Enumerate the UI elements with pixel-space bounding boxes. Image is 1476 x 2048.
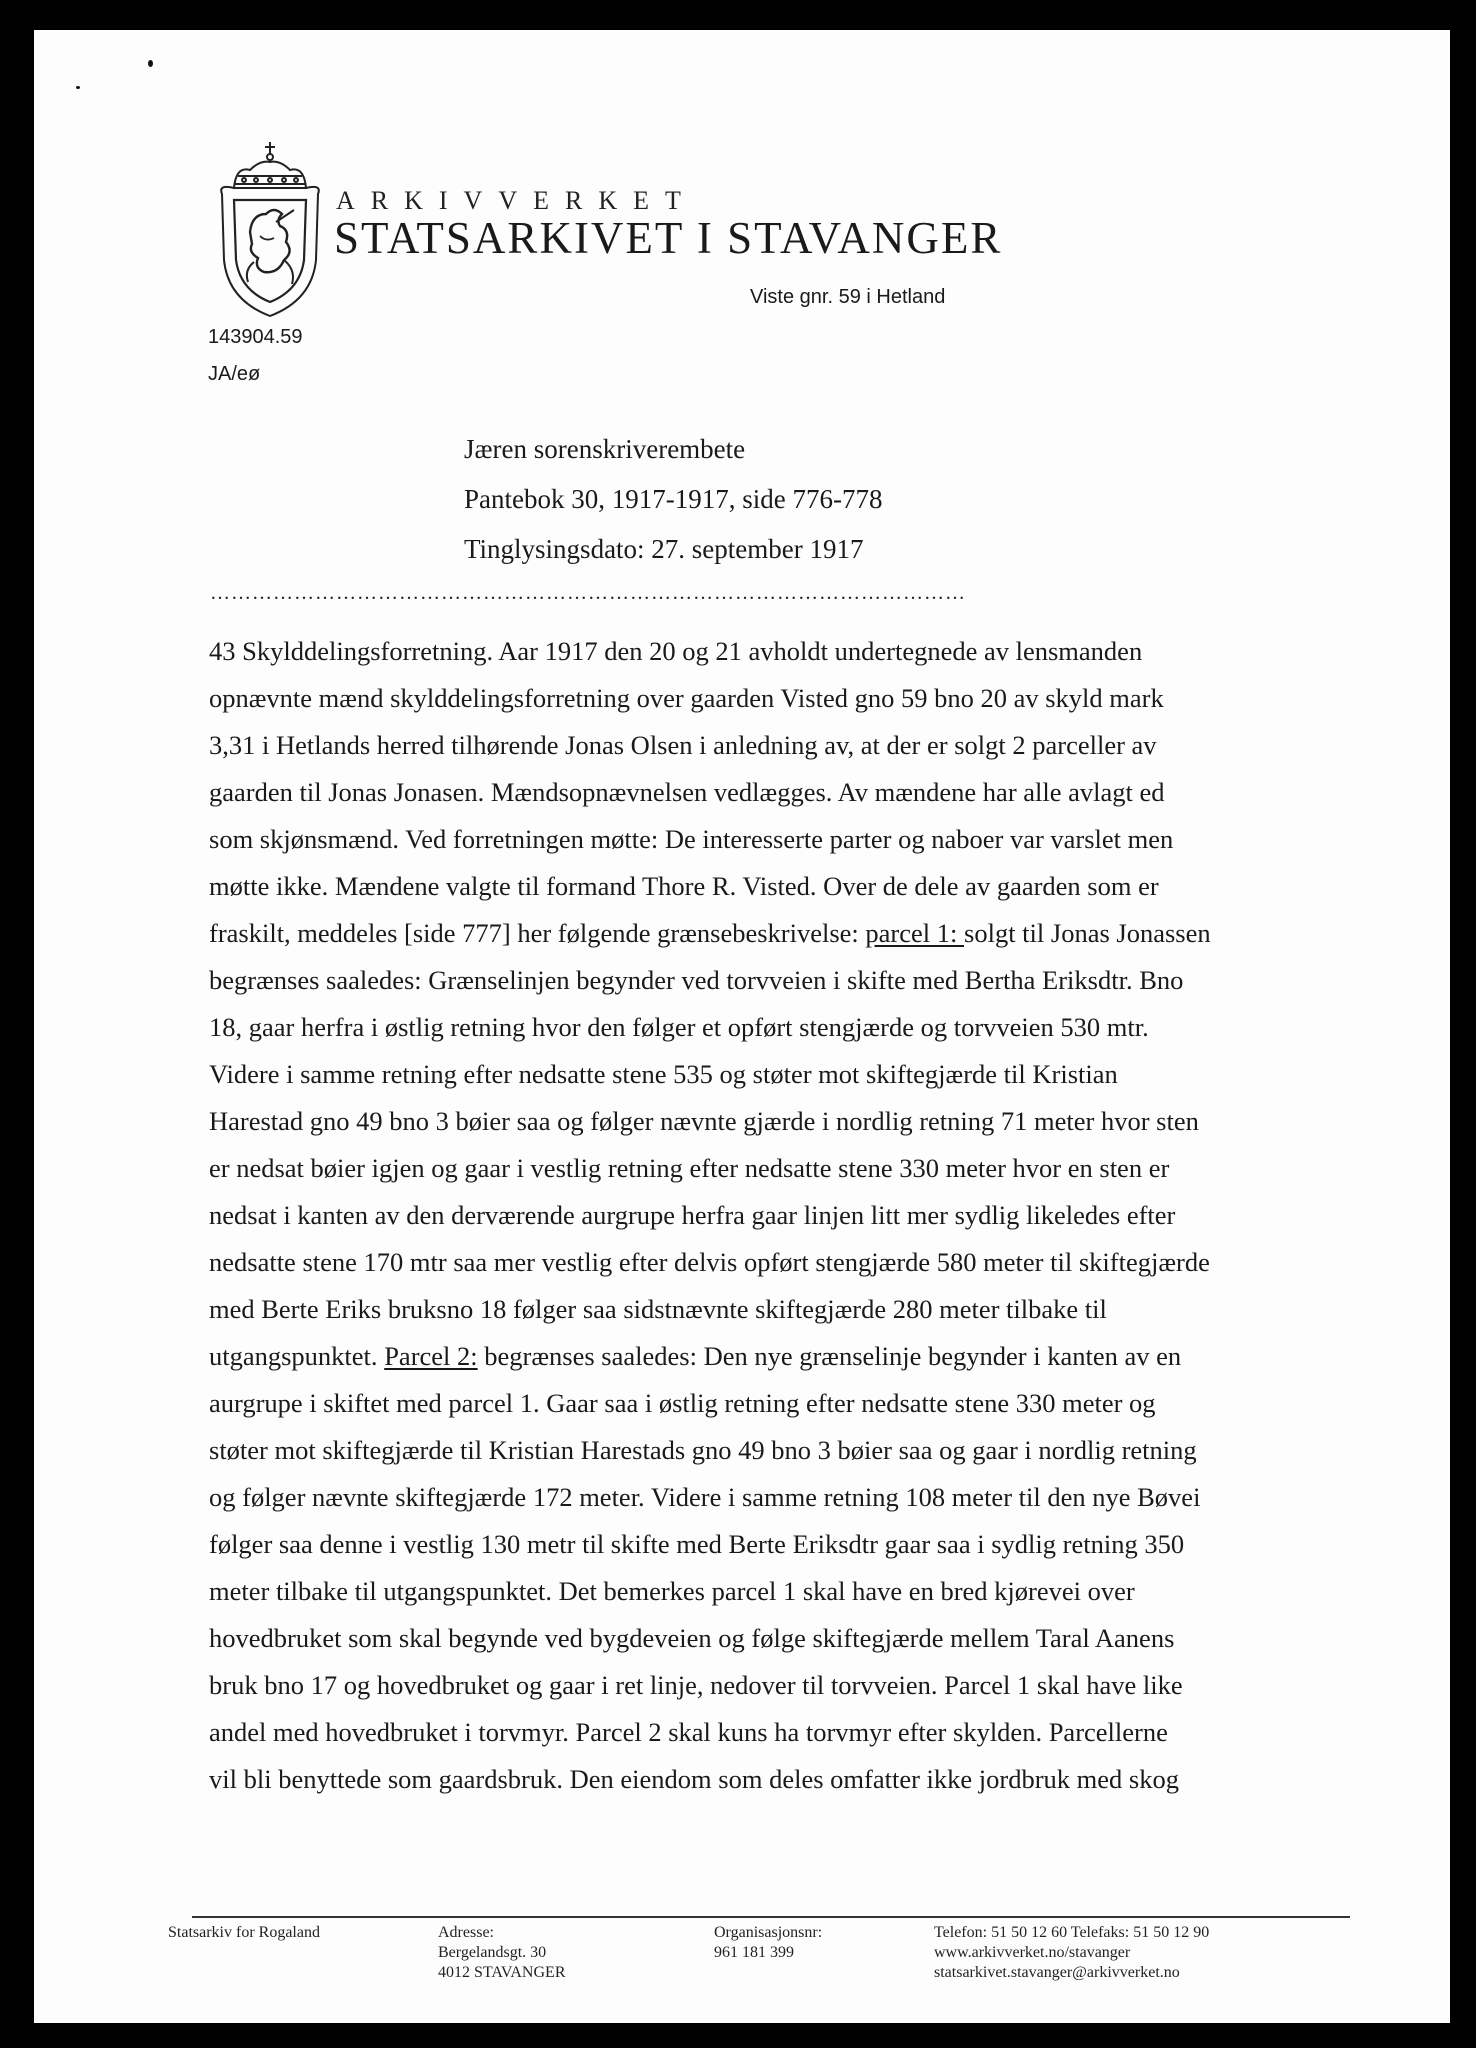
subject-line: Viste gnr. 59 i Hetland [750, 286, 946, 308]
reference-number: 143904.59 [208, 326, 303, 348]
footer-contact [934, 1923, 1209, 1983]
body-line: Harestad gno 49 bno 3 bøier saa og følger nævnte gjærde i nordlig retning 71 meter hvor sten [209, 1106, 1199, 1136]
footer-address [438, 1923, 565, 1983]
body-line: opnævnte mænd skylddelingsforretning over gaarden Visted gno 59 bno 20 av skyld mark [209, 683, 1164, 713]
norwegian-coat-of-arms-icon [214, 140, 340, 320]
body-text-span: fraskilt, meddeles [side 777] her følgende grænsebeskrivelse: [209, 918, 866, 948]
body-line: Videre i samme retning efter nedsatte stene 535 og støter mot skiftegjærde til Kristian [209, 1059, 1118, 1089]
body-text-span: solgt til Jonas Jonassen [964, 918, 1211, 948]
scan-speck [76, 86, 80, 89]
body-line: andel med hovedbruket i torvmyr. Parcel 2 skal kuns ha torvmyr efter skylden. Parcellerne [209, 1717, 1168, 1747]
body-line: vil bli benyttede som gaardsbruk. Den eiendom som deles omfatter ikke jordbruk med skog [209, 1764, 1179, 1794]
parcel-1-heading: parcel 1: [865, 918, 965, 948]
body-line: begrænses saaledes: Grænselinjen begynder ved torvveien i skifte med Bertha Eriksdtr. Bno [209, 965, 1184, 995]
separator-dots: ……………………………………………………………………………………………… [210, 582, 966, 602]
body-line: 18, gaar herfra i østlig retning hvor den følger et opført stengjærde og torvveien 530 mtr. [209, 1012, 1149, 1042]
scan-speck [148, 60, 153, 67]
footer-divider [192, 1916, 1350, 1918]
body-line: 43 Skylddelingsforretning. Aar 1917 den 20 og 21 avholdt undertegnede av lensmanden [209, 636, 1143, 666]
registration-date: Tinglysingsdato: 27. september 1917 [464, 534, 864, 564]
body-line: meter tilbake til utgangspunktet. Det bemerkes parcel 1 skal have en bred kjørevei over [209, 1576, 1135, 1606]
body-line: gaarden til Jonas Jonasen. Mændsopnævnelsen vedlægges. Av mændene har alle avlagt ed [209, 777, 1165, 807]
body-line: med Berte Eriks bruksno 18 følger saa sidstnævnte skiftegjærde 280 meter tilbake til [209, 1294, 1107, 1324]
body-line: nedsatte stene 170 mtr saa mer vestlig efter delvis opført stengjærde 580 meter til skiftegjærde [209, 1247, 1210, 1277]
body-line [209, 918, 1211, 948]
body-line: følger saa denne i vestlig 130 metr til skifte med Berte Eriksdtr gaar saa i sydlig retning 350 [209, 1529, 1185, 1559]
body-line: 3,31 i Hetlands herred tilhørende Jonas Olsen i anledning av, at der er solgt 2 parceller av [209, 730, 1157, 760]
body-line: møtte ikke. Mændene valgte til formand Thore R. Visted. Over de dele av gaarden som er [209, 871, 1159, 901]
footer-institution [168, 1923, 320, 1943]
body-text-span: utgangspunktet. [209, 1341, 385, 1371]
body-line: støter mot skiftegjærde til Kristian Harestads gno 49 bno 3 bøier saa og gaar i nordlig retning [209, 1435, 1197, 1465]
body-line: bruk bno 17 og hovedbruket og gaar i ret linje, nedover til torvveien. Parcel 1 skal have like [209, 1670, 1183, 1700]
footer-address-city: 4012 STAVANGER [438, 1964, 566, 1981]
initials: JA/eø [208, 363, 261, 385]
organization-name-large: STATSARKIVET I STAVANGER [334, 213, 1003, 263]
footer-org-label: Organisasjonsnr: [714, 1924, 823, 1941]
body-line: aurgrupe i skiftet med parcel 1. Gaar saa i østlig retning efter nedsatte stene 330 meter og [209, 1388, 1156, 1418]
body-line: er nedsat bøier igjen og gaar i vestlig retning efter nedsatte stene 330 meter hvor en sten er [209, 1153, 1170, 1183]
footer-address-street: Bergelandsgt. 30 [438, 1944, 547, 1961]
source-book: Pantebok 30, 1917-1917, side 776-778 [464, 484, 883, 514]
body-text-span: begrænses saaledes: Den nye grænselinje begynder i kanten av en [477, 1341, 1182, 1371]
footer-org-number: 961 181 399 [714, 1944, 794, 1961]
footer-web: www.arkivverket.no/stavanger [934, 1944, 1131, 1961]
body-line: hovedbruket som skal begynde ved bygdeveien og følge skiftegjærde mellem Taral Aanens [209, 1623, 1175, 1653]
body-line: som skjønsmænd. Ved forretningen møtte: De interesserte parter og naboer var varslet men [209, 824, 1174, 854]
footer-organization [714, 1923, 822, 1963]
body-line [209, 1341, 1181, 1371]
source-office: Jæren sorenskriverembete [464, 434, 746, 464]
footer-address-label: Adresse: [438, 1924, 494, 1941]
document-page [34, 30, 1450, 2023]
footer-phone: Telefon: 51 50 12 60 Telefaks: 51 50 12 90 [934, 1924, 1210, 1941]
organization-name-small: ARKIVVERKET [336, 186, 697, 215]
parcel-2-heading: Parcel 2: [384, 1341, 478, 1371]
body-line: og følger nævnte skiftegjærde 172 meter. Videre i samme retning 108 meter til den nye Bøvei [209, 1482, 1201, 1512]
footer-institution-name: Statsarkiv for Rogaland [168, 1924, 320, 1941]
body-line: nedsat i kanten av den derværende aurgrupe herfra gaar linjen litt mer sydlig likeledes efter [209, 1200, 1176, 1230]
footer-email: statsarkivet.stavanger@arkivverket.no [934, 1964, 1180, 1981]
